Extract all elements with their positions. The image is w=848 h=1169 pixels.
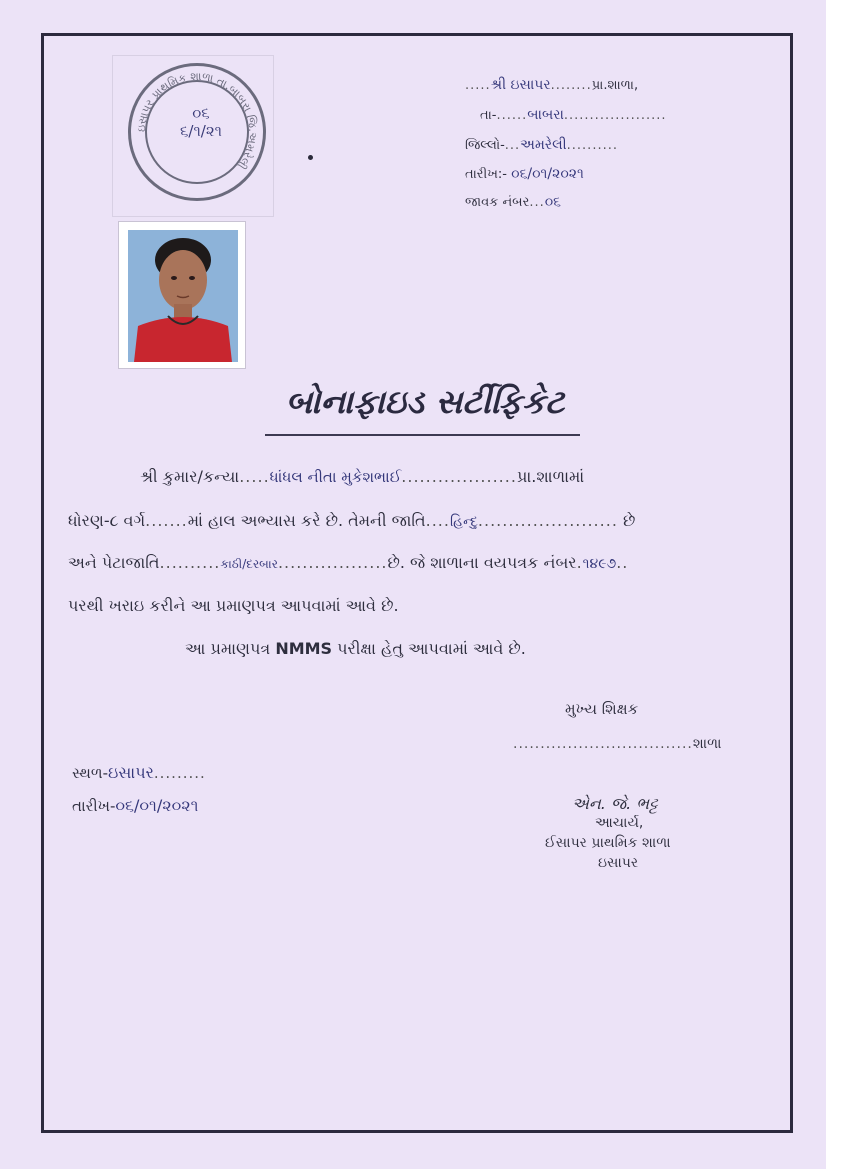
head-school-suffix: શાળા — [692, 736, 722, 752]
date-value: ૦૬/૦૧/૨૦૨૧ — [511, 166, 584, 182]
body-line-1: શ્રી કુમાર/કન્યા.....ધાંધલ નીતા મુકેશભાઈ...................પ્રા.શાળામાં — [140, 467, 585, 486]
page-edge — [826, 0, 848, 1169]
line5-c: પરીક્ષા હેતુ આપવામાં આવે છે. — [332, 639, 526, 658]
place-label: સ્થળ- — [72, 764, 109, 782]
student-name: ધાંધલ નીતા મુકેશભાઈ — [269, 468, 402, 486]
seal-ring-text: ઇસાપર પ્રાથમિક શાળા તા.બાબરા જિ.અમરેલી — [134, 69, 260, 172]
outward-value: ૦૬ — [544, 194, 562, 210]
body-line-4: પરથી ખરાઇ કરીને આ પ્રમાણપત્ર આપવામાં આવે છે. — [68, 596, 399, 615]
school-name-value: શ્રી ઇસાપર — [490, 77, 551, 93]
body-line-5 — [185, 639, 526, 659]
head-teacher-label: મુખ્ય શિક્ષક — [565, 700, 639, 718]
seal-handwriting — [171, 104, 231, 140]
address-date — [465, 166, 584, 182]
line2-mid: માં હાલ અભ્યાસ કરે છે. તેમની જાતિ — [187, 511, 426, 530]
address-district: જિલ્લો-...અમરેલી.......... — [465, 137, 618, 153]
place-date-line — [72, 796, 199, 816]
place-value: ઇસાપર — [108, 763, 154, 782]
address-school: .....શ્રી ઇસાપર........પ્રા.શાળા, — [465, 77, 639, 93]
line5-a: આ પ્રમાણપત્ર — [185, 639, 276, 658]
principal-village: ઇસાપર — [598, 855, 639, 871]
certificate-title: બોનાફાઇડ સર્ટીફિકેટ — [285, 382, 565, 421]
address-taluka: તા-......બાબરા.................... — [480, 107, 667, 123]
line2-suffix: છે — [623, 511, 636, 530]
outward-label: જાવક નંબર — [465, 195, 530, 210]
address-outward: જાવક નંબર...૦૬ — [465, 194, 562, 210]
seal-number: ૦૬ — [192, 104, 210, 122]
principal-school: ઈસાપર પ્રાથમિક શાળા — [545, 835, 671, 851]
subcaste-value: કાઠી/દરબાર — [220, 557, 278, 571]
date-label: તારીખ:- — [465, 167, 507, 182]
district-value: અમરેલી — [520, 137, 567, 153]
place-date-label: તારીખ- — [72, 797, 116, 815]
line1-prefix: શ્રી કુમાર/કન્યા — [140, 467, 240, 486]
place-date-value: ૦૬/૦૧/૨૦૨૧ — [115, 796, 199, 815]
caste-value: હિન્દુ — [449, 514, 478, 530]
student-photo — [118, 221, 246, 369]
register-number: ૧૪૯૭ — [582, 556, 617, 572]
taluka-label: તા- — [480, 108, 497, 123]
seal-date: ૬/૧/૨૧ — [179, 122, 222, 140]
line1-suffix: પ્રા.શાળામાં — [516, 467, 585, 486]
title-underline — [265, 434, 580, 436]
principal-signature: એન. જે. ભટ્ટ — [572, 794, 658, 813]
line3-prefix: અને પેટાજાતિ — [68, 553, 160, 572]
district-label: જિલ્લો- — [465, 138, 505, 153]
line2-prefix: ધોરણ-૮ વર્ગ — [68, 511, 146, 530]
school-suffix: પ્રા.શાળા, — [591, 78, 639, 93]
head-teacher-school: .................................શાળા — [513, 736, 722, 752]
place-line: સ્થળ-ઇસાપર......... — [72, 763, 206, 782]
exam-name: NMMS — [275, 639, 333, 658]
body-line-2: ધોરણ-૮ વર્ગ.......માં હાલ અભ્યાસ કરે છે. તેમની જાતિ....હિન્દુ....................... છે — [68, 511, 636, 530]
principal-title: આચાર્ય, — [595, 815, 644, 831]
taluka-value: બાબરા — [527, 107, 564, 123]
school-seal — [128, 63, 266, 201]
line3-mid: છે. જે શાળાના વયપત્રક નંબર — [387, 553, 577, 572]
ink-dot — [308, 155, 313, 160]
student-portrait — [128, 230, 238, 362]
body-line-3: અને પેટાજાતિ..........કાઠી/દરબાર..................છે. જે શાળાના વયપત્રક નંબર.૧૪૯૭.. — [68, 553, 629, 572]
